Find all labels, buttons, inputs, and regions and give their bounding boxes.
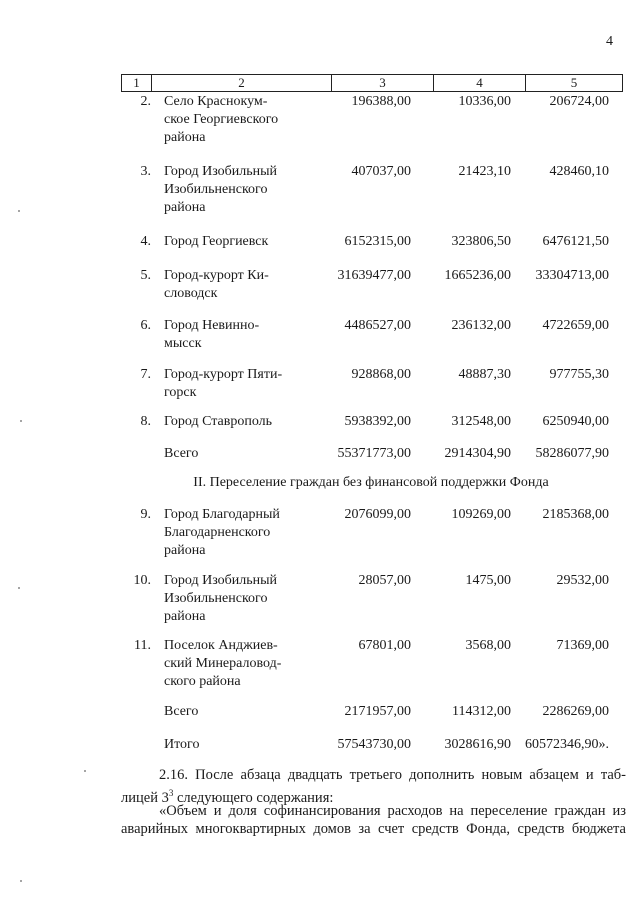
row-value-c3: 2171957,00	[344, 704, 411, 719]
row-name-line: района	[164, 200, 206, 215]
table-header-row	[121, 74, 623, 92]
row-name-line: Изобильненского	[164, 182, 268, 197]
paragraph-quote-line-2: аварийных многоквартирных домов за счет средств Фонда, средств бюджета	[121, 821, 626, 837]
row-value-c3: 28057,00	[358, 573, 411, 588]
row-name-line: района	[164, 609, 206, 624]
row-name-line: Всего	[164, 446, 199, 461]
row-value-c3: 196388,00	[351, 94, 411, 109]
row-number: 3.	[140, 164, 151, 179]
paragraph-amendment-line-2: лицей $3^3$ следующего содержания:	[121, 788, 334, 806]
row-name	[164, 637, 314, 691]
row-name-line: ский Минераловод-	[164, 656, 282, 671]
header-col-5: 5	[570, 75, 578, 90]
row-name	[164, 445, 314, 463]
scan-speck	[18, 587, 20, 589]
row-value-c4: 1475,00	[465, 573, 511, 588]
row-name-line: Благодарненского	[164, 525, 271, 540]
row-value-c4: 1665236,00	[444, 268, 511, 283]
row-value-c5: 4722659,00	[542, 318, 609, 333]
header-col-4: 4	[434, 75, 526, 91]
row-name	[164, 506, 314, 560]
row-value-c5: 977755,30	[549, 367, 609, 382]
row-name	[164, 93, 314, 147]
row-value-c3: 67801,00	[358, 638, 411, 653]
paragraph-amendment	[121, 766, 626, 807]
row-name	[164, 233, 314, 251]
scan-speck	[84, 770, 86, 772]
row-value-c3: 2076099,00	[344, 507, 411, 522]
row-name	[164, 736, 314, 754]
row-name-line: Город Благодарный	[164, 507, 280, 522]
row-value-c4: 312548,00	[451, 414, 511, 429]
row-value-c4: 323806,50	[451, 234, 511, 249]
row-name	[164, 703, 314, 721]
paragraph-quote	[121, 802, 626, 838]
row-value-c4: 109269,00	[451, 507, 511, 522]
row-number: 11.	[134, 638, 151, 653]
row-name-line: мысск	[164, 336, 202, 351]
header-col-3: 3	[332, 75, 434, 91]
row-number: 4.	[140, 234, 151, 249]
row-name-line: Город Изобильный	[164, 164, 278, 179]
row-name-line: Изобильненского	[164, 591, 268, 606]
row-value-c5: 6250940,00	[542, 414, 609, 429]
row-value-c4: 2914304,90	[444, 446, 511, 461]
paragraph-quote-line-1: «Объем и доля софинансирования расходов на переселение граждан из	[159, 803, 626, 819]
row-name	[164, 572, 314, 626]
scan-speck	[20, 420, 22, 422]
row-value-c5: 2185368,00	[542, 507, 609, 522]
row-name-line: Город-курорт Пяти-	[164, 367, 283, 382]
row-name	[164, 413, 314, 431]
row-number: 9.	[140, 507, 151, 522]
header-col-1: 1	[122, 75, 152, 91]
row-value-c5: 58286077,90	[535, 446, 609, 461]
row-value-c3: 57543730,00	[337, 737, 411, 752]
row-value-c5: 6476121,50	[542, 234, 609, 249]
row-value-c5: 428460,10	[549, 164, 609, 179]
row-value-c3: 407037,00	[351, 164, 411, 179]
row-value-c3: 928868,00	[351, 367, 411, 382]
page-number: 4	[606, 34, 613, 49]
row-name	[164, 366, 314, 402]
section-title: II. Переселение граждан без финансовой поддержки Фонда	[193, 475, 549, 490]
row-number: 2.	[140, 94, 151, 109]
row-name-line: Город Георгиевск	[164, 234, 269, 249]
row-value-c3: 55371773,00	[337, 446, 411, 461]
row-number: 10.	[133, 573, 151, 588]
row-number: 5.	[140, 268, 151, 283]
row-name-line: района	[164, 543, 206, 558]
row-number: 7.	[140, 367, 151, 382]
row-value-c4: 3568,00	[465, 638, 511, 653]
row-name-line: Всего	[164, 704, 199, 719]
row-name-line: ское Георгиевского	[164, 112, 279, 127]
row-value-c5: 206724,00	[549, 94, 609, 109]
row-name	[164, 267, 314, 303]
row-value-c4: 21423,10	[458, 164, 511, 179]
paragraph-amendment-line-1: 2.16. После абзаца двадцать третьего дополнить новым абзацем и таб-	[159, 767, 626, 783]
row-value-c3: 5938392,00	[344, 414, 411, 429]
row-value-c5: 71369,00	[556, 638, 609, 653]
row-value-c4: 10336,00	[458, 94, 511, 109]
row-number: 6.	[140, 318, 151, 333]
row-name-line: Город Невинно-	[164, 318, 260, 333]
row-name-line: ского района	[164, 674, 241, 689]
row-value-c5: 60572346,90».	[525, 737, 609, 752]
scan-speck	[18, 210, 20, 212]
scan-speck	[20, 880, 22, 882]
row-value-c4: 3028616,90	[444, 737, 511, 752]
row-name-line: Город Изобильный	[164, 573, 278, 588]
row-name-line: Итого	[164, 737, 200, 752]
row-value-c3: 4486527,00	[344, 318, 411, 333]
row-name-line: района	[164, 130, 206, 145]
row-name-line: Город Ставрополь	[164, 414, 273, 429]
row-name-line: Город-курорт Ки-	[164, 268, 269, 283]
row-name-line: словодск	[164, 286, 218, 301]
row-value-c3: 6152315,00	[344, 234, 411, 249]
row-value-c4: 114312,00	[452, 704, 511, 719]
row-name	[164, 317, 314, 353]
row-name-line: Поселок Анджиев-	[164, 638, 278, 653]
row-name-line: Село Краснокум-	[164, 94, 268, 109]
row-name	[164, 163, 314, 217]
row-value-c3: 31639477,00	[337, 268, 411, 283]
row-value-c4: 48887,30	[458, 367, 511, 382]
row-value-c5: 29532,00	[556, 573, 609, 588]
row-name-line: горск	[164, 385, 197, 400]
row-value-c4: 236132,00	[451, 318, 511, 333]
row-value-c5: 33304713,00	[535, 268, 609, 283]
header-col-2: 2	[152, 75, 332, 91]
row-value-c5: 2286269,00	[542, 704, 609, 719]
row-number: 8.	[140, 414, 151, 429]
